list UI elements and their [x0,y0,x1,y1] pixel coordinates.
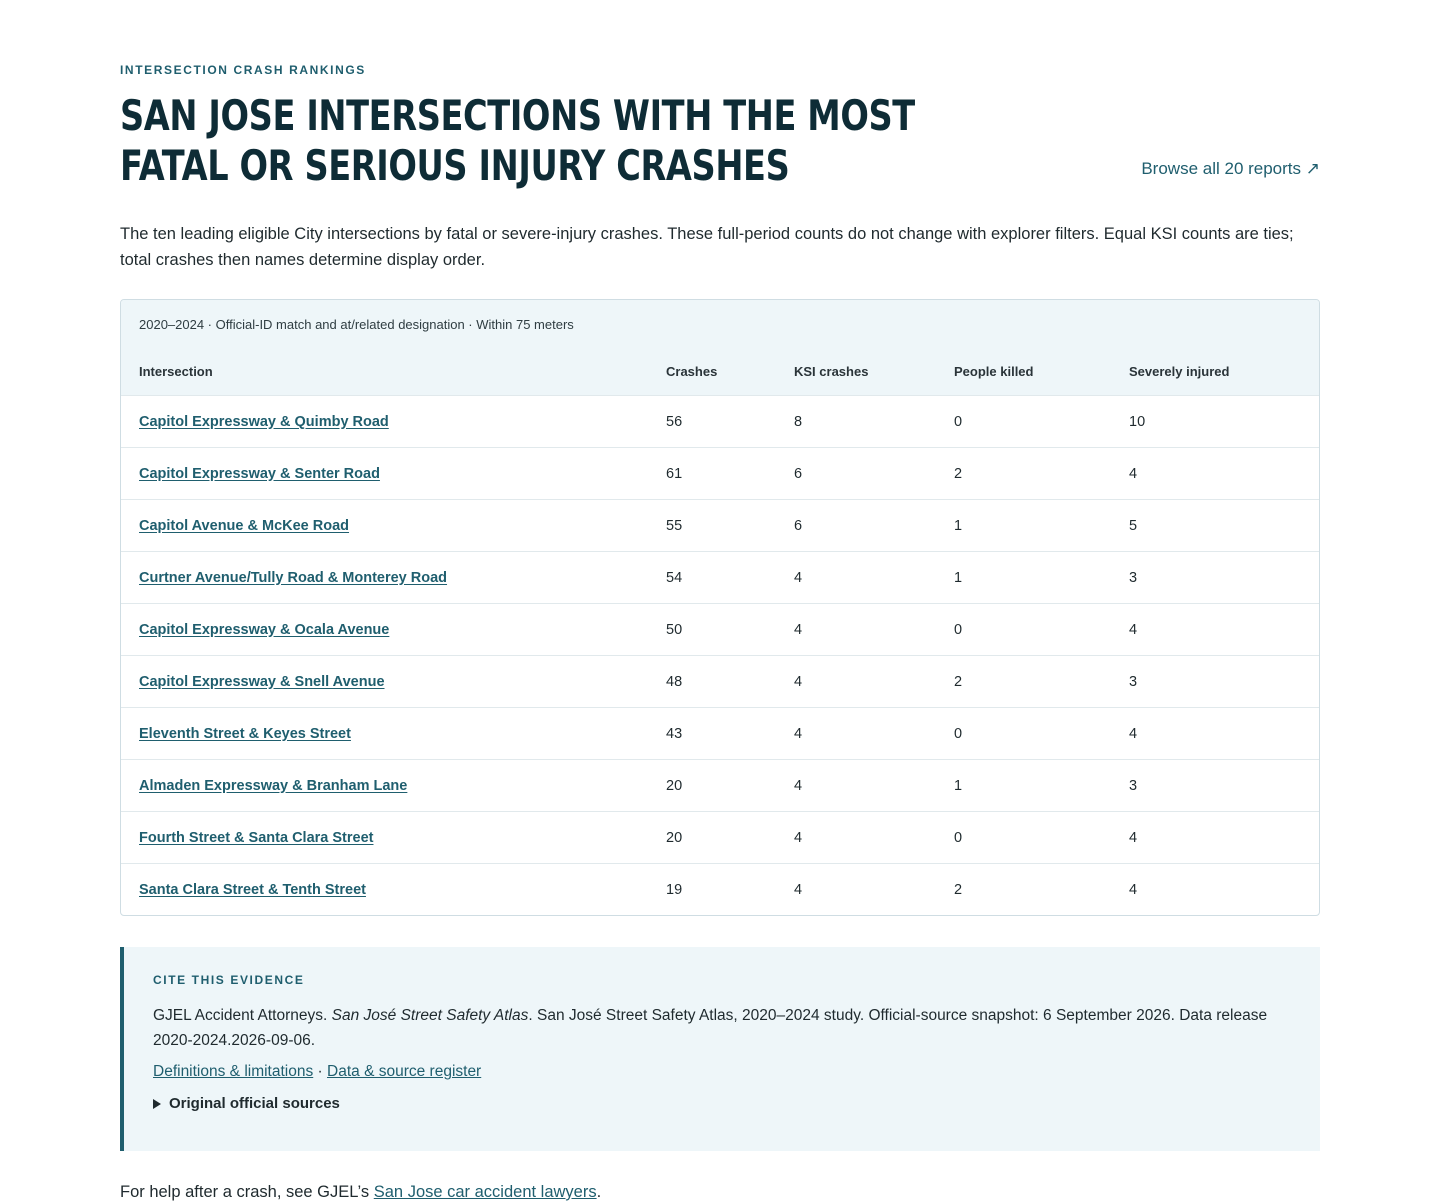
table-row [121,708,1319,760]
crashes-cell: 61 [648,448,776,500]
crashes-cell: 54 [648,552,776,604]
cite-details: . San José Street Safety Atlas, 2020–2024 study. Official-source snapshot: 6 September 2026. Data release 2020-2024.2026-09-06. [153,1007,1268,1049]
injured-cell: 4 [1111,708,1319,760]
intersection-link[interactable]: Curtner Avenue/Tully Road & Monterey Road [139,569,448,586]
ksi-cell: 4 [776,552,936,604]
source-register-link[interactable]: Data & source register [327,1063,482,1080]
crashes-cell: 43 [648,708,776,760]
col-ksi: KSI crashes [794,363,869,379]
ksi-cell: 6 [776,500,936,552]
cite-author: GJEL Accident Attorneys. [153,1007,332,1024]
footer-suffix: . [596,1183,602,1201]
killed-cell: 2 [936,656,1111,708]
ksi-cell: 6 [776,448,936,500]
killed-cell: 2 [936,864,1111,916]
intersection-link[interactable]: Capitol Expressway & Senter Road [139,465,380,482]
table-row [121,448,1319,500]
crashes-cell: 20 [648,760,776,812]
table-row [121,604,1319,656]
crashes-cell: 20 [648,812,776,864]
separator: · [313,1063,328,1080]
eyebrow: INTERSECTION CRASH RANKINGS [120,63,366,77]
intersection-link[interactable]: Santa Clara Street & Tenth Street [139,881,366,898]
col-injured: Severely injured [1129,363,1230,379]
table-header-area [121,300,1319,347]
table-row [121,812,1319,864]
intersection-cell [121,656,648,708]
title-row [120,91,1320,191]
intro-text: The ten leading eligible City intersections by fatal or severe-injury crashes. These full-period counts do not change with explorer filters. Equal KSI counts are ties; total crashes then names determine display order. [120,225,1294,269]
crashes-cell: 48 [648,656,776,708]
intersection-link[interactable]: Capitol Expressway & Snell Avenue [139,673,385,690]
intersection-cell [121,448,648,500]
killed-cell: 1 [936,552,1111,604]
footer-text [120,1183,1320,1202]
crashes-cell: 19 [648,864,776,916]
lawyers-link[interactable]: San Jose car accident lawyers [373,1183,597,1201]
col-killed: People killed [954,363,1034,379]
table-row [121,396,1319,448]
ksi-cell: 4 [776,604,936,656]
intersection-link[interactable]: Capitol Expressway & Ocala Avenue [139,621,390,638]
injured-cell: 4 [1111,812,1319,864]
injured-cell: 3 [1111,552,1319,604]
killed-cell: 0 [936,708,1111,760]
col-crashes: Crashes [666,363,718,379]
crashes-cell: 50 [648,604,776,656]
ksi-cell: 4 [776,760,936,812]
ksi-cell: 4 [776,864,936,916]
sources-toggle-label: Original official sources [169,1095,340,1112]
browse-reports-link[interactable]: Browse all 20 reports ↗ [1141,159,1320,178]
injured-cell: 4 [1111,604,1319,656]
injured-cell: 10 [1111,396,1319,448]
table-meta: 2020–2024 · Official-ID match and at/related designation · Within 75 meters [139,317,574,332]
injured-cell: 3 [1111,656,1319,708]
cite-title: San José Street Safety Atlas [331,1007,529,1024]
disclosure-triangle-icon [153,1099,161,1109]
killed-cell: 2 [936,448,1111,500]
intersection-cell [121,396,648,448]
killed-cell: 0 [936,604,1111,656]
table [121,347,1319,915]
intersection-cell [121,552,648,604]
page-title: SAN JOSE INTERSECTIONS WITH THE MOST FATAL OR SERIOUS INJURY CRASHES [120,91,915,190]
cite-links [153,1063,1290,1081]
crashes-cell: 55 [648,500,776,552]
intersection-link[interactable]: Almaden Expressway & Branham Lane [139,777,408,794]
crashes-cell: 56 [648,396,776,448]
injured-cell: 4 [1111,448,1319,500]
cite-box [120,947,1320,1151]
killed-cell: 1 [936,500,1111,552]
injured-cell: 4 [1111,864,1319,916]
cite-text [153,1003,1290,1053]
intersection-link[interactable]: Fourth Street & Santa Clara Street [139,829,374,846]
injured-cell: 3 [1111,760,1319,812]
table-row [121,500,1319,552]
ksi-cell: 4 [776,812,936,864]
killed-cell: 0 [936,396,1111,448]
table-row [121,760,1319,812]
intersection-cell [121,500,648,552]
killed-cell: 0 [936,812,1111,864]
cite-label: CITE THIS EVIDENCE [153,973,305,987]
killed-cell: 1 [936,760,1111,812]
table-row [121,552,1319,604]
definitions-link[interactable]: Definitions & limitations [153,1063,314,1080]
intersection-link[interactable]: Capitol Avenue & McKee Road [139,517,350,534]
ksi-cell: 8 [776,396,936,448]
page [120,0,1320,1202]
intersection-cell [121,760,648,812]
intersection-cell [121,708,648,760]
original-sources-toggle[interactable] [153,1095,1290,1112]
col-intersection: Intersection [139,363,213,379]
intersection-link[interactable]: Eleventh Street & Keyes Street [139,725,351,742]
header-row [121,347,1319,396]
table-row [121,656,1319,708]
intersection-link[interactable]: Capitol Expressway & Quimby Road [139,413,389,430]
intersection-cell [121,812,648,864]
footer-prefix: For help after a crash, see GJEL’s [120,1183,374,1201]
ksi-cell: 4 [776,656,936,708]
injured-cell: 5 [1111,500,1319,552]
intersection-cell [121,604,648,656]
table-row [121,864,1319,916]
rankings-table [120,299,1320,916]
intersection-cell [121,864,648,916]
ksi-cell: 4 [776,708,936,760]
